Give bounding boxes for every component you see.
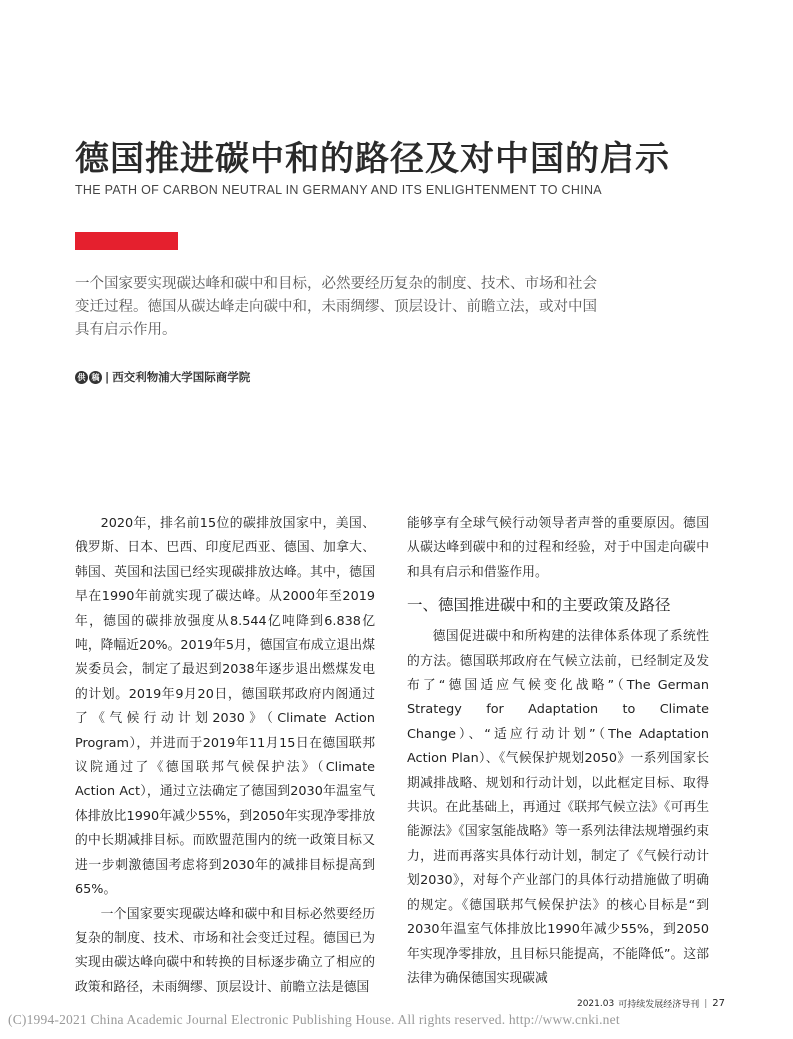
author-badge-char: 供 <box>75 371 88 384</box>
footer-journal: 可持续发展经济导刊 <box>618 1000 700 1010</box>
footer-issue: 2021.03 <box>576 998 615 1009</box>
author-badge-char: 稿 <box>89 371 102 384</box>
body-paragraph: 能够享有全球气候行动领导者声誉的重要原因。德国从碳达峰到碳中和的过程和经验，对于中国走向碳中和具有启示和借鉴作用。 <box>407 516 709 580</box>
abstract-line: 变迁过程。德国从碳达峰走向碳中和，未雨绸缪、顶层设计、前瞻立法，或对中国 <box>75 299 597 315</box>
accent-bar <box>75 232 178 250</box>
page-number: 27 <box>712 998 725 1009</box>
article-title: 德国推进碳中和的路径及对中国的启示 <box>75 139 670 179</box>
body-column-left <box>75 512 375 1000</box>
page-footer <box>560 997 725 1010</box>
abstract-line: 具有启示作用。 <box>75 322 177 338</box>
article-subtitle-en: THE PATH OF CARBON NEUTRAL IN GERMANY AND ITS ENLIGHTENMENT TO CHINA <box>75 183 602 197</box>
body-column-right <box>407 512 709 991</box>
article-abstract <box>75 273 620 342</box>
author-line <box>75 369 250 385</box>
author-separator: | <box>105 370 110 384</box>
author-affiliation: 西交利物浦大学国际商学院 <box>112 370 251 384</box>
footer-separator: | <box>704 998 708 1009</box>
body-paragraph: 2020年，排名前15位的碳排放国家中，美国、俄罗斯、日本、巴西、印度尼西亚、德国、加拿大、韩国、英国和法国已经实现碳排放达峰。其中，德国早在1990年前就实现了碳达峰。从2000年至2019年，德国的碳排放强度从8.544亿吨降到6.838亿吨，降幅近20%。2019年5月，德国宣布成立退出煤炭委员会，制定了最迟到2038年逐步退出燃煤发电的计划。2019年9月20日，德国联邦政府内阁通过了《气候行动计划2030》（Climate Action Program），并进而于2019年11月15日在德国联邦议院通过了《德国联邦气候保护法》（Climate Action Act），通过立法确定了德国到2030年温室气体排放比1990年减少55%，到2050年实现净零排放的中长期减排目标。而欧盟范围内的统一政策目标又进一步刺激德国考虑将到2030年的减排目标提高到65%。 <box>75 516 375 898</box>
section-heading: 一、德国推进碳中和的主要政策及路径 <box>407 596 671 615</box>
copyright-notice: (C)1994-2021 China Academic Journal Electronic Publishing House. All rights reserved. http://www.cnki.net <box>8 1012 620 1027</box>
body-paragraph: 一个国家要实现碳达峰和碳中和目标必然要经历复杂的制度、技术、市场和社会变迁过程。德国已为实现由碳达峰向碳中和转换的目标逐步确立了相应的政策和路径，未雨绸缪、顶层设计、前瞻立法是德国 <box>75 906 375 995</box>
abstract-line: 一个国家要实现碳达峰和碳中和目标，必然要经历复杂的制度、技术、市场和社会 <box>75 276 597 292</box>
body-paragraph: 德国促进碳中和所构建的法律体系体现了系统性的方法。德国联邦政府在气候立法前，已经制定及发布了“德国适应气候变化战略”（The German Strategy for Adaptation to Climate Change）、“适应行动计划”（The Adaptation Action Plan）、《气候保护规划2050》一系列国家长期减排战略、规划和行动计划，以此框定目标、取得共识。在此基础上，再通过《联邦气候立法》《可再生能源法》《国家氢能战略》等一系列法律法规增强约束力，进而再落实具体行动计划，制定了《气候行动计划2030》，对每个产业部门的具体行动措施做了明确的规定。《德国联邦气候保护法》的核心目标是“到2030年温室气体排放比1990年减少55%，到2050年实现净零排放，且目标只能提高，不能降低”。这部法律为确保德国实现碳减 <box>407 629 709 986</box>
